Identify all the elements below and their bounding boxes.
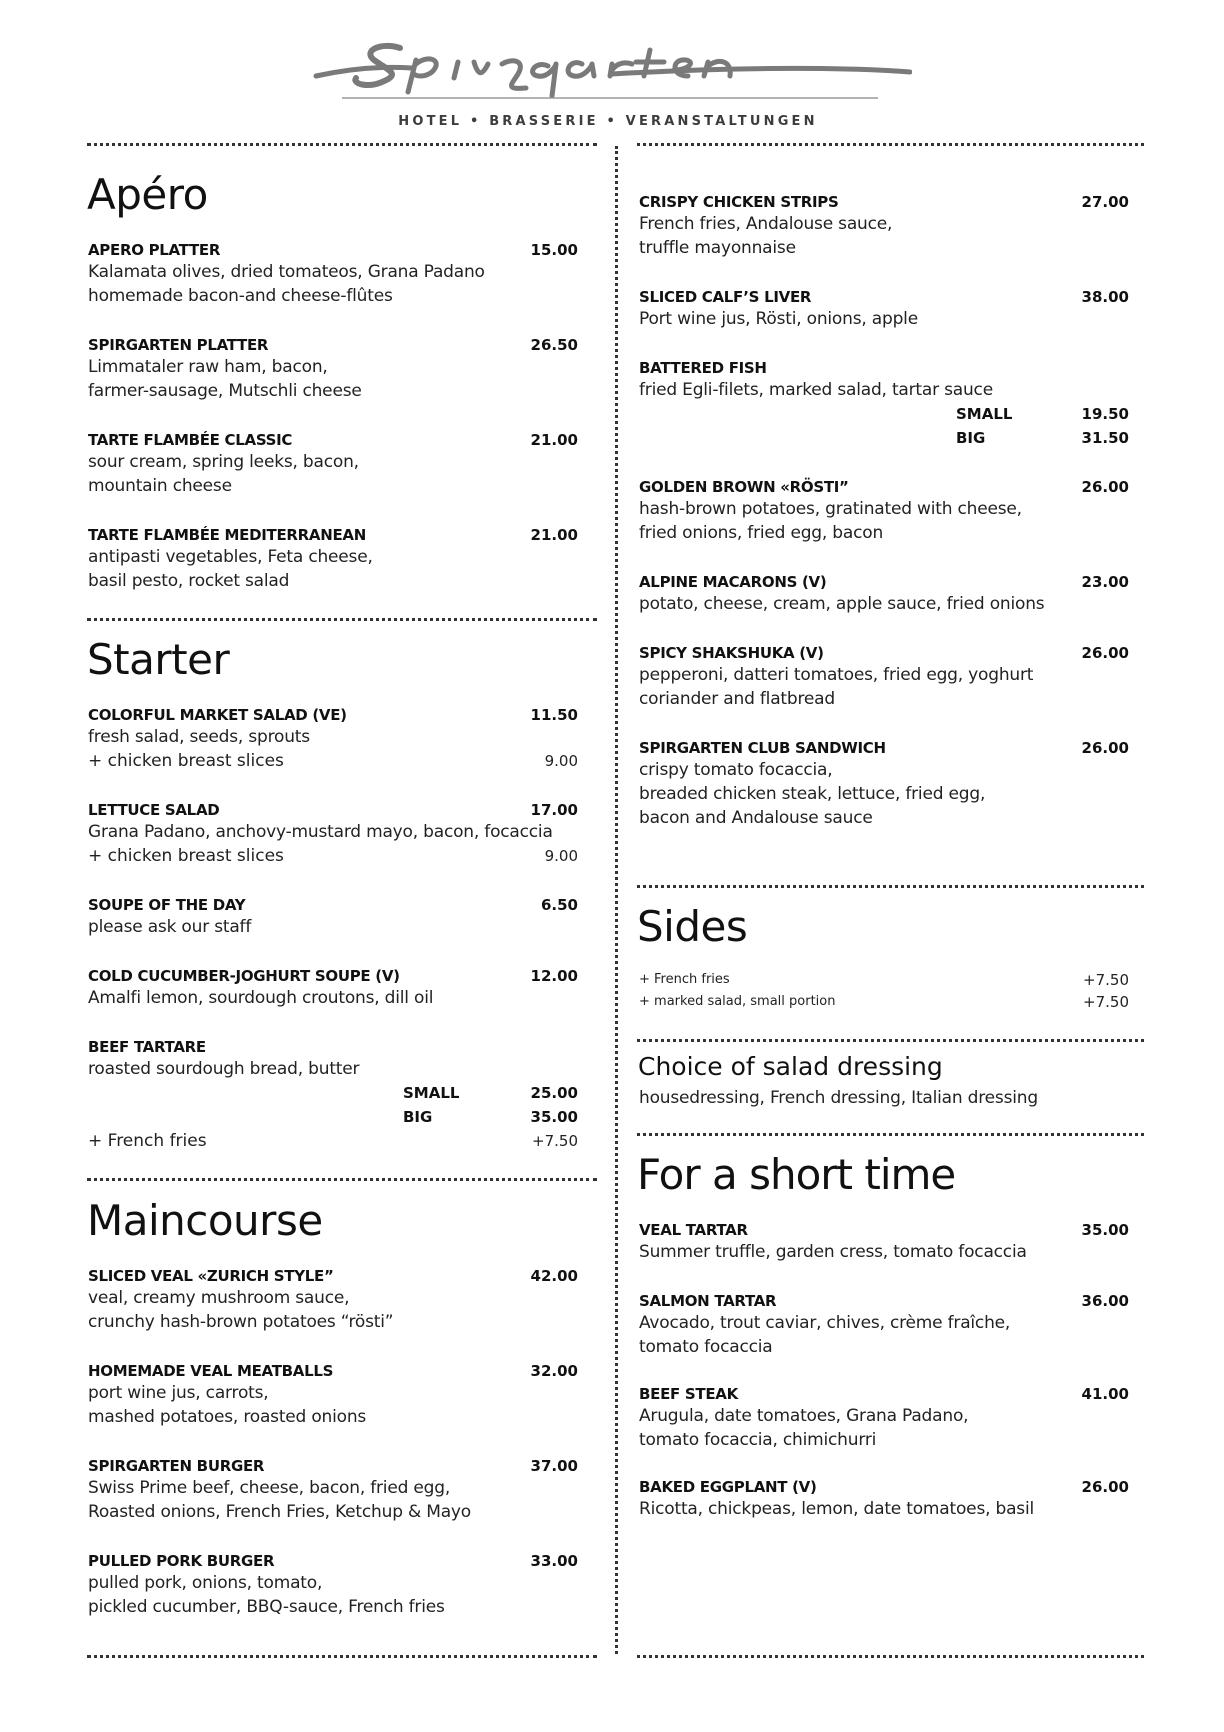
item-description: veal, creamy mushroom sauce, [88, 1288, 350, 1308]
menu-item [88, 1456, 578, 1524]
menu-item [88, 1361, 578, 1429]
item-price: 32.00 [530, 1362, 578, 1380]
menu-item [639, 192, 1129, 260]
item-price: 36.00 [1081, 1292, 1129, 1310]
item-price: 35.00 [1081, 1221, 1129, 1239]
size-label: SMALL [956, 405, 1013, 423]
item-name: CRISPY CHICKEN STRIPS [639, 193, 839, 211]
size-price: 31.50 [1081, 429, 1129, 447]
item-price: 26.50 [530, 336, 578, 354]
divider-bottom-left [87, 1655, 597, 1658]
item-description: pickled cucumber, BBQ-sauce, French fries [88, 1597, 445, 1617]
item-description: farmer-sausage, Mutschli cheese [88, 381, 362, 401]
item-price: 11.50 [530, 706, 578, 724]
item-description: Swiss Prime beef, cheese, bacon, fried egg, [88, 1478, 451, 1498]
item-price: 26.00 [1081, 1478, 1129, 1496]
section-divider [637, 1133, 1144, 1136]
menu-item [88, 335, 578, 403]
menu-item [88, 966, 578, 1010]
item-name: SLICED VEAL «ZURICH STYLE” [88, 1267, 334, 1285]
menu-item [639, 738, 1129, 830]
item-name: SPICY SHAKSHUKA (V) [639, 644, 824, 662]
menu-item [88, 800, 578, 868]
item-name: SPIRGARTEN PLATTER [88, 336, 269, 354]
side-item [639, 991, 1129, 1013]
section-title-apero: Apéro [87, 170, 208, 219]
item-price: 38.00 [1081, 288, 1129, 306]
menu-item [88, 705, 578, 773]
item-description: coriander and flatbread [639, 689, 835, 709]
item-description: Grana Padano, anchovy-mustard mayo, bacon, focaccia [88, 822, 553, 842]
item-name: COLORFUL MARKET SALAD (VE) [88, 706, 347, 724]
item-name: SPIRGARTEN CLUB SANDWICH [639, 739, 886, 757]
menu-item [639, 1477, 1129, 1521]
size-label: SMALL [403, 1084, 460, 1102]
column-divider [615, 146, 618, 1654]
section-title-starter: Starter [87, 635, 230, 684]
item-name: SLICED CALF’S LIVER [639, 288, 812, 306]
item-name: GOLDEN BROWN «RÖSTI” [639, 478, 849, 496]
item-price: 37.00 [530, 1457, 578, 1475]
item-description: sour cream, spring leeks, bacon, [88, 452, 359, 472]
item-description: antipasti vegetables, Feta cheese, [88, 547, 373, 567]
side-label: + marked salad, small portion [639, 994, 836, 1009]
item-addon [88, 1129, 578, 1153]
item-name: BATTERED FISH [639, 359, 767, 377]
menu-item [639, 1384, 1129, 1452]
item-name: PULLED PORK BURGER [88, 1552, 275, 1570]
item-price: 15.00 [530, 241, 578, 259]
item-name: SALMON TARTAR [639, 1292, 777, 1310]
item-description: truffle mayonnaise [639, 238, 796, 258]
item-description: pulled pork, onions, tomato, [88, 1573, 323, 1593]
item-price: 27.00 [1081, 193, 1129, 211]
section-title-maincourse: Maincourse [87, 1196, 323, 1245]
item-description: basil pesto, rocket salad [88, 571, 290, 591]
item-price: 6.50 [540, 896, 578, 914]
item-name: ALPINE MACARONS (V) [639, 573, 827, 591]
item-name: BAKED EGGPLANT (V) [639, 1478, 817, 1496]
addon-price: 9.00 [544, 752, 578, 770]
addon-label: + chicken breast slices [88, 751, 284, 771]
item-name: BEEF STEAK [639, 1385, 738, 1403]
menu-item [639, 1220, 1129, 1264]
item-name: HOMEMADE VEAL MEATBALLS [88, 1362, 334, 1380]
menu-item [88, 895, 578, 939]
item-description: Roasted onions, French Fries, Ketchup & Mayo [88, 1502, 471, 1522]
item-addon [88, 844, 578, 868]
item-name: TARTE FLAMBÉE CLASSIC [88, 431, 293, 449]
tagline: HOTEL • BRASSERIE • VERANSTALTUNGEN [398, 114, 818, 129]
item-description: pepperoni, datteri tomatoes, fried egg, yoghurt [639, 665, 1034, 685]
item-description: tomato focaccia [639, 1337, 773, 1357]
item-name: TARTE FLAMBÉE MEDITERRANEAN [88, 526, 366, 544]
menu-item [639, 477, 1129, 545]
item-description: breaded chicken steak, lettuce, fried egg, [639, 784, 986, 804]
item-description: port wine jus, carrots, [88, 1383, 269, 1403]
item-price: 17.00 [530, 801, 578, 819]
divider-top-left [87, 143, 597, 146]
item-description: potato, cheese, cream, apple sauce, fried onions [639, 594, 1045, 614]
side-price: +7.50 [1083, 971, 1129, 989]
item-description: Limmataler raw ham, bacon, [88, 357, 328, 377]
section-divider [637, 885, 1144, 888]
item-name: SOUPE OF THE DAY [88, 896, 246, 914]
item-description: Kalamata olives, dried tomateos, Grana Padano [88, 262, 485, 282]
item-description: Port wine jus, Rösti, onions, apple [639, 309, 918, 329]
page-header [0, 22, 1224, 134]
menu-item [88, 1551, 578, 1619]
item-description: Avocado, trout caviar, chives, crème fraîche, [639, 1313, 1011, 1333]
item-price: 21.00 [530, 431, 578, 449]
item-price: 42.00 [530, 1267, 578, 1285]
item-description: crispy tomato focaccia, [639, 760, 833, 780]
menu-item [639, 643, 1129, 711]
spirgarten-logo [312, 30, 912, 100]
size-label: BIG [403, 1108, 433, 1126]
menu-item [88, 430, 578, 498]
item-price: 12.00 [530, 967, 578, 985]
item-price: 26.00 [1081, 644, 1129, 662]
size-option [639, 426, 1129, 450]
item-description: fresh salad, seeds, sprouts [88, 727, 310, 747]
item-addon [88, 749, 578, 773]
side-item [639, 969, 1129, 991]
addon-price: +7.50 [532, 1132, 578, 1150]
item-description: mashed potatoes, roasted onions [88, 1407, 367, 1427]
section-title-short-time: For a short time [637, 1150, 956, 1199]
menu-item [88, 1266, 578, 1334]
section-divider [87, 618, 597, 621]
size-price: 19.50 [1081, 405, 1129, 423]
item-description: hash-brown potatoes, gratinated with cheese, [639, 499, 1022, 519]
side-label: + French fries [639, 972, 730, 987]
dressing-options: housedressing, French dressing, Italian dressing [639, 1088, 1038, 1108]
section-title-sides: Sides [637, 902, 748, 951]
item-description: Ricotta, chickpeas, lemon, date tomatoes, basil [639, 1499, 1035, 1519]
size-option [88, 1081, 578, 1105]
item-description: roasted sourdough bread, butter [88, 1059, 360, 1079]
size-option [88, 1105, 578, 1129]
size-price: 35.00 [530, 1108, 578, 1126]
item-description: Arugula, date tomatoes, Grana Padano, [639, 1406, 969, 1426]
item-description: fried Egli-filets, marked salad, tartar sauce [639, 380, 993, 400]
addon-label: + French fries [88, 1131, 207, 1151]
item-price: 26.00 [1081, 739, 1129, 757]
menu-item [88, 525, 578, 593]
item-name: BEEF TARTARE [88, 1038, 206, 1056]
addon-price: 9.00 [544, 847, 578, 865]
item-description: bacon and Andalouse sauce [639, 808, 873, 828]
item-description: Amalfi lemon, sourdough croutons, dill oil [88, 988, 434, 1008]
item-price: 41.00 [1081, 1385, 1129, 1403]
item-price: 21.00 [530, 526, 578, 544]
item-name: APERO PLATTER [88, 241, 221, 259]
size-option [639, 402, 1129, 426]
item-price: 23.00 [1081, 573, 1129, 591]
menu-item [639, 1291, 1129, 1359]
menu-item [88, 240, 578, 308]
item-description: tomato focaccia, chimichurri [639, 1430, 877, 1450]
addon-label: + chicken breast slices [88, 846, 284, 866]
size-label: BIG [956, 429, 986, 447]
section-divider [87, 1178, 597, 1181]
menu-item [639, 358, 1129, 450]
item-description: crunchy hash-brown potatoes “rösti” [88, 1312, 394, 1332]
menu-item [88, 1037, 578, 1153]
divider-top-right [637, 143, 1144, 146]
item-description: French fries, Andalouse sauce, [639, 214, 893, 234]
item-description: mountain cheese [88, 476, 232, 496]
size-price: 25.00 [530, 1084, 578, 1102]
item-description: Summer truffle, garden cress, tomato focaccia [639, 1242, 1027, 1262]
item-description: please ask our staff [88, 917, 252, 937]
item-name: VEAL TARTAR [639, 1221, 748, 1239]
side-price: +7.50 [1083, 993, 1129, 1011]
item-price: 26.00 [1081, 478, 1129, 496]
item-name: COLD CUCUMBER-JOGHURT SOUPE (V) [88, 967, 400, 985]
item-price: 33.00 [530, 1552, 578, 1570]
menu-item [639, 287, 1129, 331]
item-name: SPIRGARTEN BURGER [88, 1457, 265, 1475]
divider-bottom-right [637, 1655, 1144, 1658]
item-description: homemade bacon-and cheese-flûtes [88, 286, 393, 306]
menu-item [639, 572, 1129, 616]
item-name: LETTUCE SALAD [88, 801, 220, 819]
section-title-dressing: Choice of salad dressing [638, 1052, 943, 1081]
item-description: fried onions, fried egg, bacon [639, 523, 884, 543]
section-divider [637, 1039, 1144, 1042]
